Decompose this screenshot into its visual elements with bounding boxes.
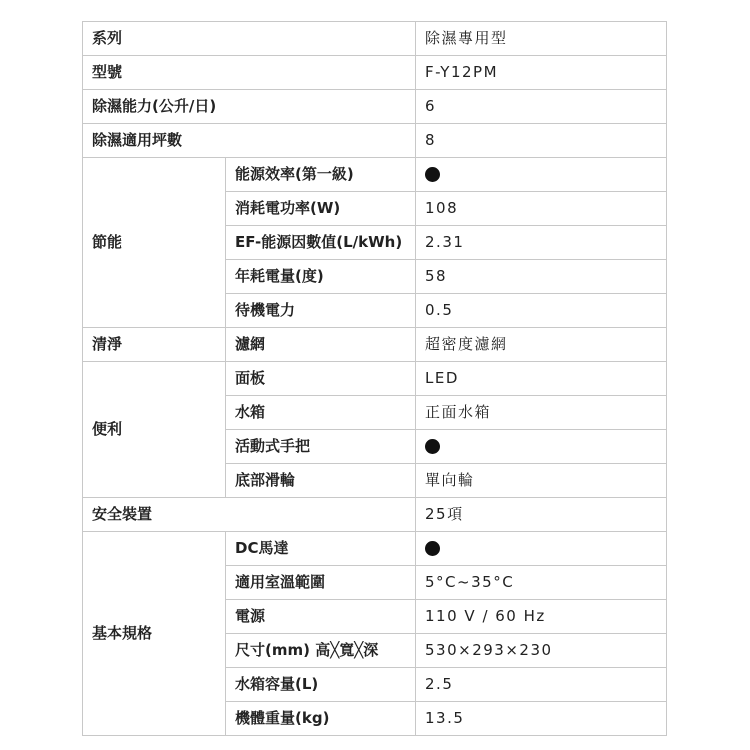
item-label: 年耗電量(度) bbox=[226, 260, 416, 294]
group-label-basic: 基本規格 bbox=[83, 532, 226, 736]
item-label: EF-能源因數值(L/kWh) bbox=[226, 226, 416, 260]
row-label: 系列 bbox=[83, 22, 416, 56]
group-label-energy: 節能 bbox=[83, 158, 226, 328]
item-value: 0.5 bbox=[416, 294, 667, 328]
row-label: 除濕能力(公升/日) bbox=[83, 90, 416, 124]
table-row bbox=[83, 22, 667, 56]
group-label-safety: 安全裝置 bbox=[83, 498, 416, 532]
item-label: 水箱容量(L) bbox=[226, 668, 416, 702]
item-value: 2.5 bbox=[416, 668, 667, 702]
item-value: 530×293×230 bbox=[416, 634, 667, 668]
filled-circle-icon bbox=[425, 541, 440, 556]
table-row bbox=[83, 498, 667, 532]
item-label: 底部滑輪 bbox=[226, 464, 416, 498]
group-label-clean: 清淨 bbox=[83, 328, 226, 362]
table-row bbox=[83, 362, 667, 396]
item-value: 單向輪 bbox=[416, 464, 667, 498]
item-label: 消耗電功率(W) bbox=[226, 192, 416, 226]
item-value: 108 bbox=[416, 192, 667, 226]
item-value: 110 V / 60 Hz bbox=[416, 600, 667, 634]
filled-circle-icon bbox=[425, 167, 440, 182]
item-value: 超密度濾網 bbox=[416, 328, 667, 362]
row-label: 型號 bbox=[83, 56, 416, 90]
item-label: 活動式手把 bbox=[226, 430, 416, 464]
table-row bbox=[83, 328, 667, 362]
item-value: LED bbox=[416, 362, 667, 396]
row-value: 6 bbox=[416, 90, 667, 124]
filled-circle-icon bbox=[425, 439, 440, 454]
table-row bbox=[83, 158, 667, 192]
item-label: 機體重量(kg) bbox=[226, 702, 416, 736]
item-value-dot bbox=[416, 158, 667, 192]
item-value: 5°C~35°C bbox=[416, 566, 667, 600]
item-value-dot bbox=[416, 430, 667, 464]
row-value: 8 bbox=[416, 124, 667, 158]
item-value: 25項 bbox=[416, 498, 667, 532]
item-value: 正面水箱 bbox=[416, 396, 667, 430]
row-value: F-Y12PM bbox=[416, 56, 667, 90]
table-row bbox=[83, 124, 667, 158]
row-label: 除濕適用坪數 bbox=[83, 124, 416, 158]
item-label: 面板 bbox=[226, 362, 416, 396]
item-label: 電源 bbox=[226, 600, 416, 634]
item-label: 能源效率(第一級) bbox=[226, 158, 416, 192]
item-value: 58 bbox=[416, 260, 667, 294]
table-row bbox=[83, 532, 667, 566]
spec-table bbox=[82, 21, 667, 736]
table-row bbox=[83, 90, 667, 124]
item-label: 尺寸(mm) 高╳寬╳深 bbox=[226, 634, 416, 668]
item-label: 濾網 bbox=[226, 328, 416, 362]
row-value: 除濕專用型 bbox=[416, 22, 667, 56]
group-label-convenience: 便利 bbox=[83, 362, 226, 498]
item-label: 適用室溫範圍 bbox=[226, 566, 416, 600]
item-value-dot bbox=[416, 532, 667, 566]
item-label: 水箱 bbox=[226, 396, 416, 430]
item-value: 13.5 bbox=[416, 702, 667, 736]
item-label: DC馬達 bbox=[226, 532, 416, 566]
item-value: 2.31 bbox=[416, 226, 667, 260]
item-label: 待機電力 bbox=[226, 294, 416, 328]
table-row bbox=[83, 56, 667, 90]
